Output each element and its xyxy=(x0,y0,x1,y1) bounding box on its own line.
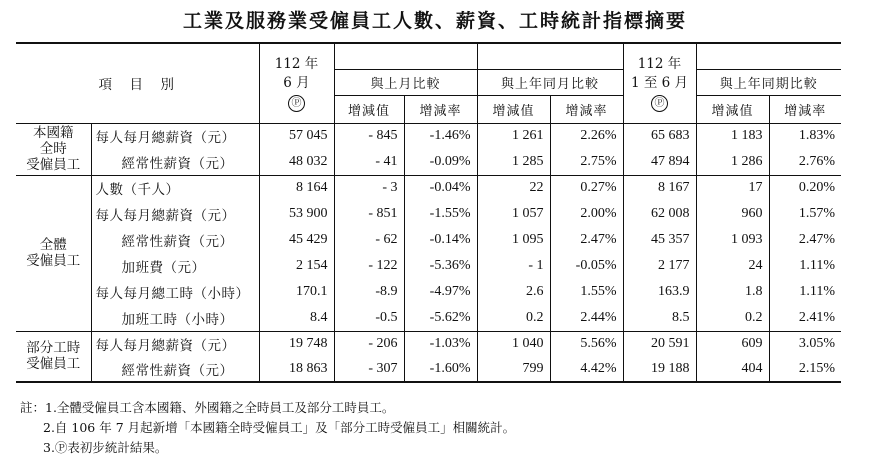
table-cell: 8.5 xyxy=(623,305,696,331)
table-cell: 2.76% xyxy=(769,149,841,175)
table-cell: 609 xyxy=(696,331,769,357)
table-cell: - 3 xyxy=(334,175,404,201)
preliminary-mark-icon: Ⓟ xyxy=(651,95,668,112)
table-row xyxy=(16,175,841,201)
table-cell: - 1 xyxy=(477,253,550,279)
table-cell: 3.05% xyxy=(769,331,841,357)
table-cell: -0.05% xyxy=(550,253,623,279)
group-label-line: 受僱員工 xyxy=(26,356,81,373)
table-cell: 1.83% xyxy=(769,123,841,149)
table-row xyxy=(16,149,841,175)
mom-header: 與上月比較 xyxy=(334,69,477,95)
row-label: 每人每月總薪資（元） xyxy=(91,201,259,227)
ytd-rate-header: 增減率 xyxy=(769,95,841,123)
table-cell: 45 429 xyxy=(259,227,334,253)
table-cell: 2.15% xyxy=(769,357,841,382)
table-row xyxy=(16,305,841,331)
table-cell: 0.27% xyxy=(550,175,623,201)
table-cell: -0.5 xyxy=(334,305,404,331)
mom-change-header: 增減值 xyxy=(334,95,404,123)
table-cell: 1.8 xyxy=(696,279,769,305)
table-cell: 4.42% xyxy=(550,357,623,382)
table-cell: 2.47% xyxy=(550,227,623,253)
row-label: 每人每月總薪資（元） xyxy=(91,331,259,357)
table-cell: 65 683 xyxy=(623,123,696,149)
table-cell: 18 863 xyxy=(259,357,334,382)
preliminary-mark-icon: Ⓟ xyxy=(288,95,305,112)
table-cell: 0.20% xyxy=(769,175,841,201)
table-cell: 47 894 xyxy=(623,149,696,175)
table-cell: 0.2 xyxy=(477,305,550,331)
row-label: 人數（千人） xyxy=(91,175,259,201)
table-cell: 2.47% xyxy=(769,227,841,253)
table-cell: 1 095 xyxy=(477,227,550,253)
table-row xyxy=(16,253,841,279)
footnote-2: 2.自 106 年 7 月起新增「本國籍全時受僱員工」及「部分工時受僱員工」相關統計。 xyxy=(43,420,516,435)
table-cell: 5.56% xyxy=(550,331,623,357)
yoy-header: 與上年同月比較 xyxy=(477,69,623,95)
table-cell: 1 286 xyxy=(696,149,769,175)
table-row xyxy=(16,279,841,305)
table-cell: - 62 xyxy=(334,227,404,253)
table-cell: 53 900 xyxy=(259,201,334,227)
ytd-header: 與上年同期比較 xyxy=(696,69,841,95)
table-cell: -5.62% xyxy=(404,305,477,331)
table-cell: 2.44% xyxy=(550,305,623,331)
table-cell: - 122 xyxy=(334,253,404,279)
table-cell: 22 xyxy=(477,175,550,201)
period1-header: 112 年 6 月 Ⓟ xyxy=(259,43,334,123)
table-cell: 8.4 xyxy=(259,305,334,331)
table-cell: 1.55% xyxy=(550,279,623,305)
group-label xyxy=(16,175,91,331)
table-header xyxy=(16,43,841,123)
row-label: 經常性薪資（元） xyxy=(91,227,259,253)
table-cell: 1.11% xyxy=(769,253,841,279)
yoy-change-header: 增減值 xyxy=(477,95,550,123)
table-cell: -1.03% xyxy=(404,331,477,357)
group-label-line: 全時 xyxy=(39,141,67,157)
table-cell: 1 261 xyxy=(477,123,550,149)
footnote-3: 3.Ⓟ表初步統計結果。 xyxy=(43,440,168,455)
table-cell: 404 xyxy=(696,357,769,382)
group-label-line: 部分工時 xyxy=(26,340,81,357)
table-cell: 17 xyxy=(696,175,769,201)
table-cell: 163.9 xyxy=(623,279,696,305)
group-label-line: 受僱員工 xyxy=(26,157,81,173)
table-row xyxy=(16,201,841,227)
table-cell: 1 183 xyxy=(696,123,769,149)
yoy-rate-header: 增減率 xyxy=(550,95,623,123)
table-cell: -4.97% xyxy=(404,279,477,305)
table-cell: 2.26% xyxy=(550,123,623,149)
table-cell: - 41 xyxy=(334,149,404,175)
table-row xyxy=(16,357,841,382)
table-cell: 0.2 xyxy=(696,305,769,331)
table-cell: 170.1 xyxy=(259,279,334,305)
table-row xyxy=(16,331,841,357)
table-cell: - 206 xyxy=(334,331,404,357)
table-cell: -0.04% xyxy=(404,175,477,201)
row-label: 經常性薪資（元） xyxy=(91,149,259,175)
table-cell: 19 188 xyxy=(623,357,696,382)
table-cell: 48 032 xyxy=(259,149,334,175)
row-label: 每人每月總工時（小時） xyxy=(91,279,259,305)
table-cell: - 845 xyxy=(334,123,404,149)
table-cell: -0.09% xyxy=(404,149,477,175)
table-cell: - 851 xyxy=(334,201,404,227)
table-cell: 2.00% xyxy=(550,201,623,227)
table-cell: -5.36% xyxy=(404,253,477,279)
table-cell: 2.41% xyxy=(769,305,841,331)
table-cell: -1.60% xyxy=(404,357,477,382)
table-cell: 8 167 xyxy=(623,175,696,201)
table-cell: 960 xyxy=(696,201,769,227)
group-label-line: 全體 xyxy=(39,237,67,253)
footnote-1: 註：1.全體受僱員工含本國籍、外國籍之全時員工及部分工時員工。 xyxy=(20,400,395,415)
table-cell: 45 357 xyxy=(623,227,696,253)
ytd-change-header: 增減值 xyxy=(696,95,769,123)
row-label: 加班工時（小時） xyxy=(91,305,259,331)
table-cell: 2.75% xyxy=(550,149,623,175)
table-cell: 1.11% xyxy=(769,279,841,305)
table-cell: 62 008 xyxy=(623,201,696,227)
table-cell: 20 591 xyxy=(623,331,696,357)
table-row xyxy=(16,227,841,253)
table-cell: - 307 xyxy=(334,357,404,382)
table-cell: 2 177 xyxy=(623,253,696,279)
table-row xyxy=(16,123,841,149)
table-cell: 8 164 xyxy=(259,175,334,201)
group-label xyxy=(16,331,91,382)
table-cell: -8.9 xyxy=(334,279,404,305)
item-column-header: 項 目 別 xyxy=(16,43,259,123)
row-label: 加班費（元） xyxy=(91,253,259,279)
group-label-line: 受僱員工 xyxy=(26,253,81,269)
row-label: 經常性薪資（元） xyxy=(91,357,259,382)
table-cell: 1 285 xyxy=(477,149,550,175)
table-cell: 1 057 xyxy=(477,201,550,227)
table-cell: 57 045 xyxy=(259,123,334,149)
page-title: 工業及服務業受僱員工人數、薪資、工時統計指標摘要 xyxy=(182,10,687,32)
group-label-line: 本國籍 xyxy=(33,125,74,141)
table-cell: -0.14% xyxy=(404,227,477,253)
group-label xyxy=(16,123,91,175)
table-cell: 1.57% xyxy=(769,201,841,227)
table-cell: 19 748 xyxy=(259,331,334,357)
table-cell: 1 040 xyxy=(477,331,550,357)
table-cell: 1 093 xyxy=(696,227,769,253)
table-body xyxy=(16,123,841,382)
table-cell: -1.46% xyxy=(404,123,477,149)
statistics-table xyxy=(16,42,841,383)
mom-rate-header: 增減率 xyxy=(404,95,477,123)
table-cell: 2 154 xyxy=(259,253,334,279)
table-cell: -1.55% xyxy=(404,201,477,227)
table-cell: 2.6 xyxy=(477,279,550,305)
row-label: 每人每月總薪資（元） xyxy=(91,123,259,149)
table-cell: 24 xyxy=(696,253,769,279)
period2-header: 112 年 1 至 6 月 Ⓟ xyxy=(623,43,696,123)
footnotes xyxy=(20,398,515,458)
table-cell: 799 xyxy=(477,357,550,382)
